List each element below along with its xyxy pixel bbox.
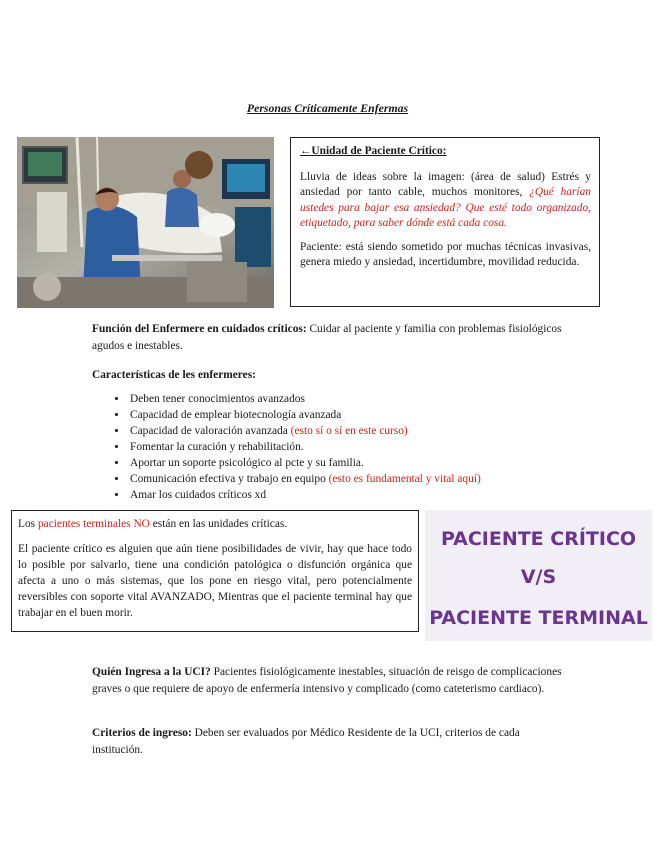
list-item-text: Capacidad de valoración avanzada — [130, 425, 291, 437]
banner-line-critical: PACIENTE CRÍTICO — [440, 528, 637, 550]
admission-criteria-paragraph — [92, 725, 562, 759]
admission-criteria-label: Criterios de ingreso: — [92, 727, 192, 739]
terminal-note-end: están en las unidades críticas. — [149, 518, 288, 530]
photo-nurse-back-hair — [185, 151, 213, 179]
icu-unit-heading: ←Unidad de Paciente Crítico: — [300, 145, 447, 157]
critical-vs-terminal-box — [11, 510, 419, 632]
terminal-note-start: Los — [18, 518, 38, 530]
terminal-note — [18, 516, 412, 532]
list-item-note: (esto es fundamental y vital aquí) — [328, 473, 481, 485]
photo-window — [235, 207, 271, 267]
list-item — [128, 423, 592, 439]
nurse-characteristics — [92, 367, 592, 503]
list-item — [128, 391, 592, 407]
brainstorm-text: Lluvia de ideas sobre la imagen: (área de salud) Estrés y ansiedad por tanto cable, muchos monitores, — [300, 170, 591, 198]
banner-line-vs: V/S — [520, 566, 557, 588]
list-item-text: Comunicación efectiva y trabajo en equipo — [130, 473, 329, 485]
list-item-text: Amar los cuidados críticos xd — [130, 489, 267, 501]
photo-nurse-back — [165, 188, 199, 227]
brainstorm-question: ¿Qué harían ustedes para bajar esa ansiedad? — [300, 186, 591, 214]
list-item-text: Deben tener conocimientos avanzados — [130, 393, 305, 405]
list-item — [128, 439, 592, 455]
who-enters-label: Quién Ingresa a la UCI? — [92, 666, 211, 678]
banner-line-terminal: PACIENTE TERMINAL — [429, 607, 648, 629]
critical-vs-terminal-banner — [425, 510, 652, 641]
terminal-note-highlight: pacientes terminales NO — [37, 518, 150, 530]
list-item — [128, 471, 592, 487]
nurse-function-label: Función del Enfermere en cuidados críticos: — [92, 323, 307, 335]
photo-iv-pump — [37, 192, 67, 252]
photo-monitor-screen-right — [227, 164, 265, 192]
list-item-text: Fomentar la curación y rehabilitación. — [130, 441, 304, 453]
icu-photo — [17, 137, 274, 308]
who-enters-icu-paragraph — [92, 664, 562, 698]
photo-equipment-bottom — [187, 262, 247, 302]
list-item-text: Aportar un soporte psicológico al pcte y su familia. — [130, 457, 364, 469]
icu-unit-note-box — [290, 137, 600, 307]
characteristics-list — [92, 391, 592, 503]
photo-pillow — [199, 213, 235, 237]
nurse-function-paragraph — [92, 321, 572, 355]
list-item — [128, 455, 592, 471]
list-item-note: (esto sí o sí en este curso) — [290, 425, 408, 437]
photo-bed-rail — [112, 255, 222, 261]
brainstorm-paragraph — [300, 170, 591, 232]
brainstorm-answer: Que esté todo organizado, etiquetado, para saber dónde está cada cosa. — [300, 201, 592, 229]
list-item-text: Capacidad de emplear biotecnología avanzada — [130, 409, 342, 421]
page-title: Personas Críticamente Enfermas — [246, 101, 409, 115]
patient-paragraph: Paciente: está siendo sometido por muchas técnicas invasivas, genera miedo y ansiedad, incertidumbre, movilidad reducida. — [300, 240, 591, 268]
nurse-function-text: Cuidar al paciente y familia con problemas fisiológicos agudos e inestables. — [92, 323, 562, 352]
critical-patient-definition: El paciente crítico es alguien que aún tiene posibilidades de vivir, hay que hace todo lo posible por salvarlo, tiene una condición patológica o disfunción orgánica que afecta a uno o más sistemas, que los pone en riesgo vital, pero potencialmente reversibles con soporte vital AVANZADO, Mientras que el paciente terminal hay que trabajar en el buen morir. — [18, 543, 412, 619]
photo-monitor-screen — [28, 152, 62, 176]
photo-trash-bin — [33, 273, 61, 301]
list-item — [128, 407, 592, 423]
characteristics-heading: Características de les enfermeres: — [92, 369, 256, 381]
who-enters-text: Pacientes fisiológicamente inestables, situación de reisgo de complicaciones graves o que requiere de apoyo de enfermería intensivo y complicado (como cateterismo cardiaco). — [92, 666, 562, 695]
admission-criteria-text: Deben ser evaluados por Médico Residente de la UCI, criterios de cada institución. — [92, 727, 520, 756]
list-item — [128, 487, 592, 503]
